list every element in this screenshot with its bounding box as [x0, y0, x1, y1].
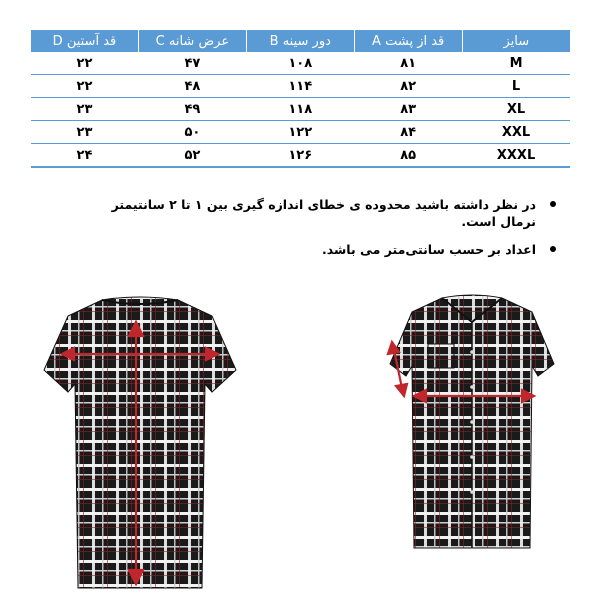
cell-chest: ۱۱۴: [246, 75, 354, 98]
cell-back-length: ۸۵: [354, 144, 462, 168]
cell-sleeve: ۲۲: [31, 75, 139, 98]
cell-back-length: ۸۲: [354, 75, 462, 98]
table-row: [31, 144, 571, 168]
bullet-icon: [550, 246, 556, 252]
note-text: اعداد بر حسب سانتی‌متر می باشد.: [321, 242, 536, 257]
cell-sleeve: ۲۳: [31, 98, 139, 121]
bullet-icon: [550, 201, 556, 207]
cell-size: XXL: [462, 121, 570, 144]
shirt-front-image: [372, 292, 572, 552]
header-size: سایز: [462, 30, 570, 52]
table-header-row: [31, 30, 571, 52]
cell-chest: ۱۰۸: [246, 52, 354, 75]
note-item: [98, 196, 558, 230]
header-back-length: قد از پشت A: [354, 30, 462, 52]
cell-size: XL: [462, 98, 570, 121]
cell-shoulder: ۴۹: [138, 98, 246, 121]
cell-shoulder: ۵۰: [138, 121, 246, 144]
cell-shoulder: ۴۷: [138, 52, 246, 75]
table-row: [31, 98, 571, 121]
cell-sleeve: ۲۴: [31, 144, 139, 168]
header-chest: دور سینه B: [246, 30, 354, 52]
cell-chest: ۱۲۲: [246, 121, 354, 144]
size-chart-table: [30, 30, 570, 168]
cell-size: M: [462, 52, 570, 75]
cell-shoulder: ۴۸: [138, 75, 246, 98]
cell-back-length: ۸۴: [354, 121, 462, 144]
cell-size: L: [462, 75, 570, 98]
table-row: [31, 52, 571, 75]
cell-back-length: ۸۱: [354, 52, 462, 75]
cell-chest: ۱۱۸: [246, 98, 354, 121]
shirt-back-image: [40, 292, 240, 592]
cell-size: XXXL: [462, 144, 570, 168]
cell-chest: ۱۲۶: [246, 144, 354, 168]
note-item: [98, 241, 558, 258]
cell-sleeve: ۲۲: [31, 52, 139, 75]
cell-sleeve: ۲۳: [31, 121, 139, 144]
note-text: در نظر داشته باشید محدوده ی خطای اندازه گیری بین ۱ تا ۲ سانتیمتر نرمال است.: [111, 197, 536, 229]
cell-shoulder: ۵۲: [138, 144, 246, 168]
header-shoulder: عرض شانه C: [138, 30, 246, 52]
header-sleeve: قد آستین D: [31, 30, 139, 52]
cell-back-length: ۸۳: [354, 98, 462, 121]
table-row: [31, 121, 571, 144]
notes-list: [98, 196, 558, 269]
table-row: [31, 75, 571, 98]
